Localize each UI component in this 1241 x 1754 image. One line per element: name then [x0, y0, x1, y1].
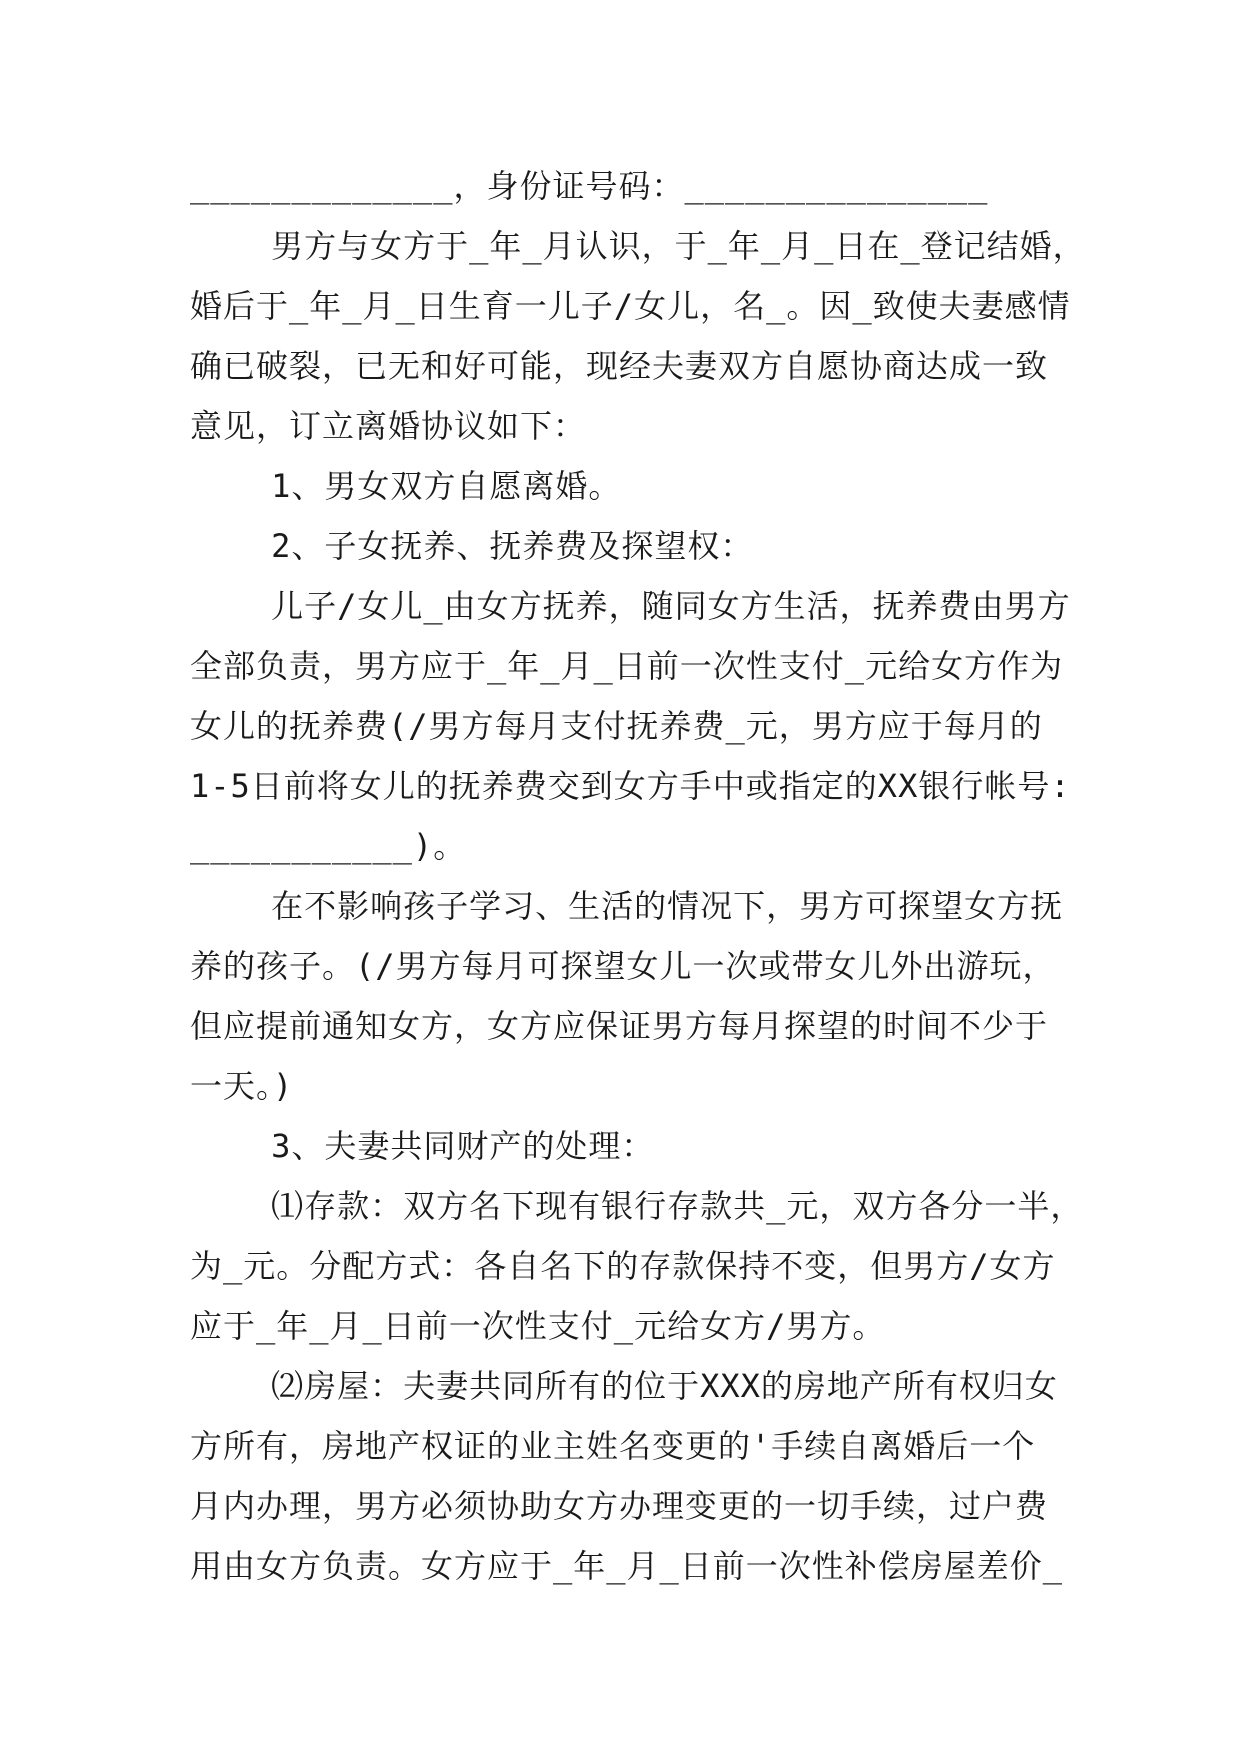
text-line: 1-5日前将女儿的抚养费交到女方手中或指定的XX银行帐号:	[190, 767, 1071, 805]
text-line: 男方与女方于_年_月认识，于_年_月_日在_登记结婚，	[190, 227, 1086, 265]
text-line: 为_元。分配方式：各自名下的存款保持不变，但男方/女方	[190, 1247, 1056, 1285]
text-line: 月内办理，男方必须协助女方办理变更的一切手续，过户费	[190, 1487, 1049, 1525]
text-line: ⑴存款：双方名下现有银行存款共_元，双方各分一半，	[190, 1187, 1084, 1225]
text-line: 2、子女抚养、抚养费及探望权：	[190, 527, 754, 565]
text-line: 1、男女双方自愿离婚。	[190, 467, 622, 505]
text-line: 一天。)	[190, 1067, 294, 1105]
text-line: 用由女方负责。女方应于_年_月_日前一次性补偿房屋差价_	[190, 1547, 1064, 1585]
text-line: 方所有，房地产权证的业主姓名变更的'手续自离婚后一个	[190, 1427, 1036, 1465]
text-line: ⑵房屋：夫妻共同所有的位于XXX的房地产所有权归女	[190, 1367, 1058, 1405]
text-line: 全部负责，男方应于_年_月_日前一次性支付_元给女方作为	[190, 647, 1064, 685]
text-line: 3、夫妻共同财产的处理：	[190, 1127, 655, 1165]
text-line: ___________)。	[190, 827, 467, 865]
text-line: 女儿的抚养费(/男方每月支付抚养费_元，男方应于每月的	[190, 707, 1043, 745]
text-line: 儿子/女儿_由女方抚养，随同女方生活，抚养费由男方	[190, 587, 1071, 625]
text-line: 在不影响孩子学习、生活的情况下，男方可探望女方抚	[190, 887, 1064, 925]
text-line: 养的孩子。(/男方每月可探望女儿一次或带女儿外出游玩，	[190, 947, 1056, 985]
text-line: _____________，身份证号码：_______________	[190, 167, 989, 205]
text-line: 意见，订立离婚协议如下：	[190, 407, 587, 445]
text-line: 婚后于_年_月_日生育一儿子/女儿，名_。因_致使夫妻感情	[190, 287, 1071, 325]
text-line: 但应提前通知女方，女方应保证男方每月探望的时间不少于	[190, 1007, 1049, 1045]
text-line: 应于_年_月_日前一次性支付_元给女方/男方。	[190, 1307, 886, 1345]
text-line: 确已破裂，已无和好可能，现经夫妻双方自愿协商达成一致	[190, 347, 1049, 385]
